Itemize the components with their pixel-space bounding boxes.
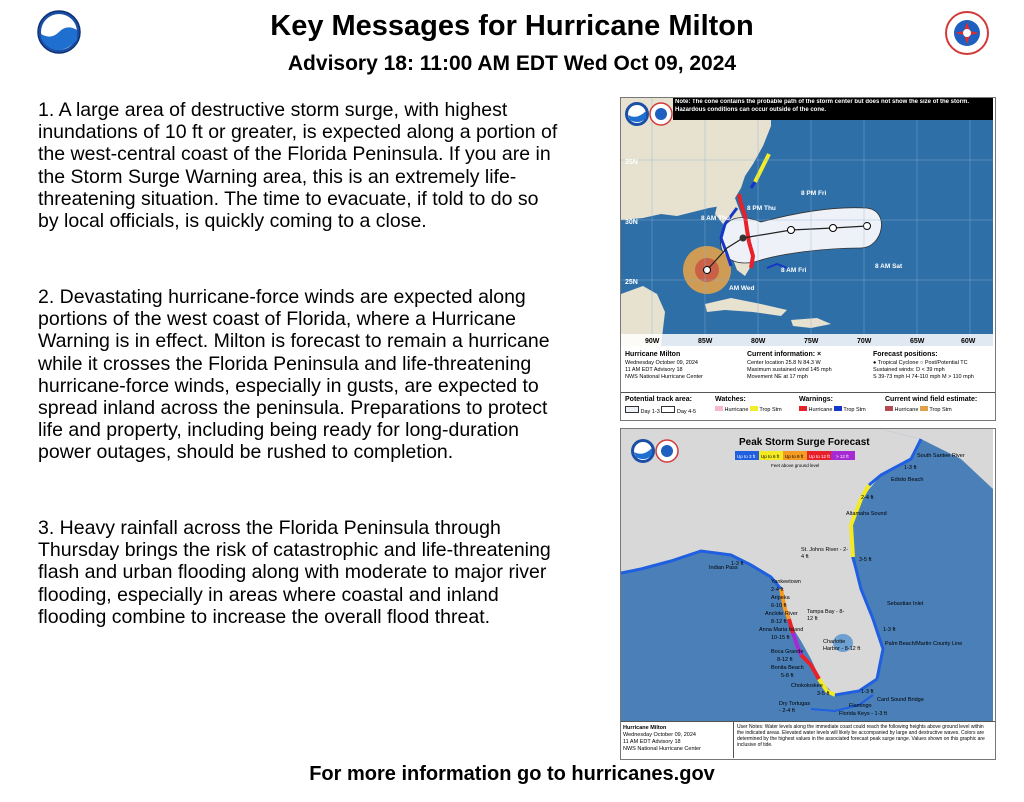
- key-message-2: 2. Devastating hurricane-force winds are expected along portions of the west coast of Florida, where a Hurricane Warning is in effect. Milton is forecast to remain a hurricane while it crosses the Florida Peninsula and life-threatening hurricane-force winds, especially in gusts, are expected to spread inland across the peninsula. Preparations to protect life and property, including being ready for long-duration power outages, should be rushed to completion.: [38, 286, 550, 464]
- watches-title: Watches:: [715, 396, 746, 403]
- storm-name: Hurricane Milton: [623, 725, 667, 731]
- surge-label: 1-3 ft: [731, 561, 744, 567]
- storm-surge-graphic: [620, 428, 996, 760]
- surge-label: Anna Maria Island: [759, 627, 804, 633]
- surge-label: Bonita Beach: [771, 665, 804, 671]
- issued-line: 11 AM EDT Advisory 18: [625, 367, 683, 373]
- surge-label: Anclote River: [765, 611, 798, 617]
- legend-item: Up to 9 ft: [785, 454, 804, 459]
- cone-map: [621, 98, 993, 346]
- legend-item: Up to 3 ft: [737, 454, 756, 459]
- nws-logo: [945, 11, 989, 55]
- surge-label: Tampa Bay - 8-12 ft: [807, 609, 845, 622]
- surge-label: 8-12 ft: [771, 619, 787, 625]
- surge-label: South Santee River: [917, 453, 965, 459]
- forecast-point-label: 8 AM Fri: [781, 267, 807, 274]
- surge-label: 2-4 ft: [771, 587, 784, 593]
- lon-label: 80W: [751, 338, 766, 345]
- forecast-line: Sustained winds: D < 39 mph: [873, 367, 945, 373]
- watch-item: Trop Stm: [759, 407, 782, 413]
- lon-label: 60W: [961, 338, 976, 345]
- surge-label: 2-4 ft: [861, 495, 874, 501]
- issued-line: Wednesday October 09, 2024: [623, 732, 696, 738]
- lon-label: 70W: [857, 338, 872, 345]
- surge-label: 1-3 ft: [861, 689, 874, 695]
- issued-line: NWS National Hurricane Center: [625, 374, 703, 380]
- lat-label: 35N: [625, 159, 638, 166]
- surge-label: 8-12 ft: [777, 657, 793, 663]
- surge-label: Charlotte Harbor - 8-12 ft: [823, 639, 861, 652]
- page-title: Key Messages for Hurricane Milton: [270, 10, 754, 42]
- forecast-point-label: 8 PM Fri: [801, 190, 827, 197]
- cone-info: [623, 349, 993, 393]
- surge-map: [621, 429, 993, 721]
- legend-item: > 12 ft: [836, 454, 849, 459]
- surge-label: 5-8 ft: [781, 673, 794, 679]
- surge-label: Florida Keys - 1-3 ft: [839, 711, 887, 717]
- track-area-title: Potential track area:: [625, 396, 692, 403]
- wind-field-title: Current wind field estimate:: [885, 396, 978, 403]
- track-item: Day 1-3: [640, 409, 660, 415]
- forecast-point-label: 8 PM Thu: [747, 205, 776, 212]
- cone-note: Note: The cone contains the probable path of the storm center but does not show the size of the storm. Hazardous conditions can occur outside of the cone.: [675, 99, 970, 113]
- surge-label: Edisto Beach: [891, 477, 924, 483]
- current-info-line: Movement NE at 17 mph: [747, 374, 808, 380]
- forecast-point-label: 8 AM Sat: [875, 263, 903, 270]
- surge-label: Altamaha Sound: [846, 511, 887, 517]
- surge-label: 1-3 ft: [883, 627, 896, 633]
- current-info-title: Current information: ×: [747, 351, 822, 358]
- surge-label: Boca Grande: [771, 649, 804, 655]
- legend-caption: Feet above ground level: [771, 463, 820, 468]
- current-info-line: Maximum sustained wind 145 mph: [747, 367, 832, 373]
- lat-label: 30N: [625, 219, 638, 226]
- warning-item: Trop Stm: [843, 407, 866, 413]
- surge-label: 10-15 ft: [771, 635, 790, 641]
- surge-label: Palm Beach/Martin County Line: [885, 641, 963, 647]
- forecast-line: S 39-73 mph H 74-110 mph M > 110 mph: [873, 374, 974, 380]
- surge-label: 6-10 ft: [771, 603, 787, 609]
- issued-line: 11 AM EDT Advisory 18: [623, 739, 681, 745]
- key-message-1: 1. A large area of destructive storm surge, with highest inundations of 10 ft or greater, is expected along a portion of the west-central coast of the Florida Peninsula. If you are in the Storm Surge Warning area, this is an extremely life-threatening situation. The time to evacuate, if told to do so by local officials, is quickly coming to a close.: [38, 99, 558, 233]
- surge-title: Peak Storm Surge Forecast: [739, 437, 870, 448]
- surge-label: 1-3 ft: [904, 465, 917, 471]
- forecast-point-label: 8 AM Thu: [701, 215, 731, 222]
- legend-item: Up to 12 ft: [809, 454, 830, 459]
- surge-label: Aripeka: [771, 595, 790, 601]
- track-item: Day 4-5: [676, 409, 697, 415]
- surge-label: Flamingo: [849, 703, 872, 709]
- cone-legend: [623, 395, 993, 417]
- surge-label: Sebastian Inlet: [887, 601, 924, 607]
- warning-item: Hurricane: [808, 407, 833, 413]
- lat-label: 25N: [625, 279, 638, 286]
- forecast-positions-title: Forecast positions:: [873, 351, 938, 358]
- forecast-line: ● Tropical Cyclone ○ Post/Potential TC: [873, 360, 968, 366]
- lon-label: 75W: [804, 338, 819, 345]
- surge-label: 3-5 ft: [859, 557, 872, 563]
- lon-label: 85W: [698, 338, 713, 345]
- wind-item: Trop Stm: [929, 407, 952, 413]
- advisory-subtitle: Advisory 18: 11:00 AM EDT Wed Oct 09, 2024: [287, 52, 737, 75]
- surge-label: Card Sound Bridge: [877, 697, 924, 703]
- storm-name: Hurricane Milton: [625, 351, 681, 358]
- watch-item: Hurricane: [724, 407, 749, 413]
- footer-link-text: For more information go to hurricanes.gov: [309, 763, 715, 785]
- lon-label: 90W: [645, 338, 660, 345]
- surge-label: 3-5 ft: [817, 691, 830, 697]
- forecast-cone-graphic: [620, 97, 996, 421]
- user-notes: User Notes: Water levels along the immediate coast could reach the following heights above ground level within the indicated areas. Elevated water levels will likely be accompanied by large and destructive waves. Colors are determined by the highest values in the associated forecast peak surge range. Values shown on this graphic are inclusive of tide.: [737, 724, 985, 748]
- wind-item: Hurricane: [894, 407, 919, 413]
- current-info-line: Center location 25.8 N 84.3 W: [747, 360, 821, 366]
- surge-label: Yankeetown: [771, 579, 801, 585]
- surge-label: Chokoloskee: [791, 683, 823, 689]
- issued-line: Wednesday October 09, 2024: [625, 360, 698, 366]
- lon-label: 65W: [910, 338, 925, 345]
- legend-item: Up to 6 ft: [761, 454, 780, 459]
- warnings-title: Warnings:: [799, 396, 833, 403]
- forecast-point-label: AM Wed: [729, 285, 755, 292]
- key-message-3: 3. Heavy rainfall across the Florida Peninsula through Thursday brings the risk of catastrophic and life-threatening flash and urban flooding along with moderate to major river flooding, especially in areas where coastal and inland flooding combine to increase the overall flood threat.: [38, 517, 551, 628]
- surge-label: St. Johns River - 2-4 ft: [801, 547, 849, 560]
- surge-label: Indian Pass: [709, 565, 738, 571]
- surge-label: Dry Tortugas - 2-4 ft: [779, 701, 811, 714]
- issued-line: NWS National Hurricane Center: [623, 746, 701, 752]
